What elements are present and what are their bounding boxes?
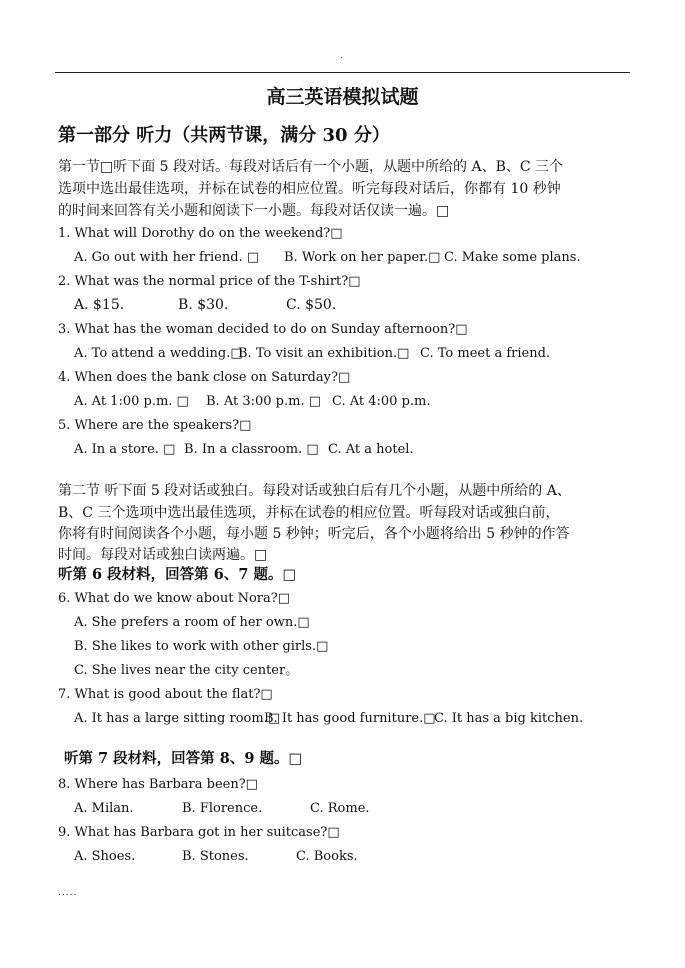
option-c: C. $50. (286, 297, 337, 313)
option-b: B. At 3:00 p.m. □ (206, 394, 321, 409)
section2-instruction-line: 时间。每段对话或独白读两遍。□ (58, 547, 268, 563)
part1-heading: 第一部分 听力（共两节课，满分 30 分） (58, 125, 390, 146)
top-mark: . (340, 51, 343, 60)
option-b: B. Stones. (182, 849, 249, 864)
section2-instruction-line: 第二节 听下面 5 段对话或独白。每段对话或独白后有几个小题，从题中所给的 A、 (58, 483, 571, 499)
option-a: A. Go out with her friend. □ (74, 250, 260, 265)
option-b: B. $30. (178, 297, 229, 313)
question-8: 8. Where has Barbara been?□ (58, 777, 258, 792)
option-a: A. In a store. □ (74, 442, 176, 457)
question-5: 5. Where are the speakers?□ (58, 418, 252, 433)
section1-instruction-line: 的时间来回答有关小题和阅读下一小题。每段对话仅读一遍。□ (58, 203, 450, 219)
option-b: B. To visit an exhibition.□ (238, 346, 410, 361)
option-c: C. At a hotel. (328, 442, 414, 457)
option-c: C. At 4:00 p.m. (332, 394, 431, 409)
option-c: C. Books. (296, 849, 358, 864)
question-5-options (74, 441, 414, 459)
question-8-options (74, 800, 370, 818)
question-1-options (74, 249, 581, 267)
option-b: B. Work on her paper.□ (284, 250, 441, 265)
header-rule (55, 72, 630, 73)
section1-instruction-line: 选项中选出最佳选项，并标在试卷的相应位置。听完每段对话后，你都有 10 秒钟 (58, 181, 561, 197)
option-c: C. To meet a friend. (420, 346, 551, 361)
question-4-options (74, 393, 431, 411)
option-a: A. To attend a wedding.□ (74, 346, 243, 361)
question-6-option-a: A. She prefers a room of her own.□ (74, 615, 310, 630)
question-9: 9. What has Barbara got in her suitcase?□ (58, 825, 340, 840)
option-b: B. In a classroom. □ (184, 442, 319, 457)
question-6-option-b: B. She likes to work with other girls.□ (74, 639, 329, 654)
option-b: B. Florence. (182, 801, 263, 816)
question-7: 7. What is good about the flat?□ (58, 687, 273, 702)
question-4: 4. When does the bank close on Saturday?□ (58, 370, 351, 385)
page-title: 高三英语模拟试题 (266, 86, 419, 108)
question-2-options (74, 296, 336, 314)
question-6: 6. What do we know about Nora?□ (58, 591, 290, 606)
option-c: C. Rome. (310, 801, 370, 816)
section2-instruction-line: B、C 三个选项中选出最佳选项，并标在试卷的相应位置。听每段对话或独白前， (58, 505, 560, 521)
question-9-options (74, 848, 358, 866)
section2-instruction-line: 你将有时间阅读各个小题，每小题 5 秒钟；听完后，各个小题将给出 5 秒钟的作答 (58, 526, 570, 542)
option-a: A. Milan. (74, 801, 134, 816)
option-a: A. It has a large sitting room.□ (74, 711, 281, 726)
option-a: A. $15. (74, 297, 125, 313)
section1-instruction-line: 第一节□听下面 5 段对话。每段对话后有一个小题，从题中所给的 A、B、C 三个 (58, 159, 564, 175)
question-1: 1. What will Dorothy do on the weekend?□ (58, 226, 343, 241)
option-c: C. Make some plans. (444, 250, 581, 265)
question-3: 3. What has the woman decided to do on Sunday afternoon?□ (58, 322, 468, 337)
option-a: A. Shoes. (74, 849, 136, 864)
option-c: C. It has a big kitchen. (434, 711, 584, 726)
option-b: B. It has good furniture.□ (264, 711, 436, 726)
question-7-options (74, 710, 583, 728)
question-6-option-c: C. She lives near the city center。 (74, 663, 299, 678)
question-3-options (74, 345, 550, 363)
group-7-heading: 听第 7 段材料，回答第 8、9 题。□ (64, 750, 303, 767)
footer-dots: ..... (58, 888, 78, 898)
option-a: A. At 1:00 p.m. □ (74, 394, 189, 409)
group-6-heading: 听第 6 段材料，回答第 6、7 题。□ (58, 566, 297, 583)
question-2: 2. What was the normal price of the T-shirt?□ (58, 274, 361, 289)
